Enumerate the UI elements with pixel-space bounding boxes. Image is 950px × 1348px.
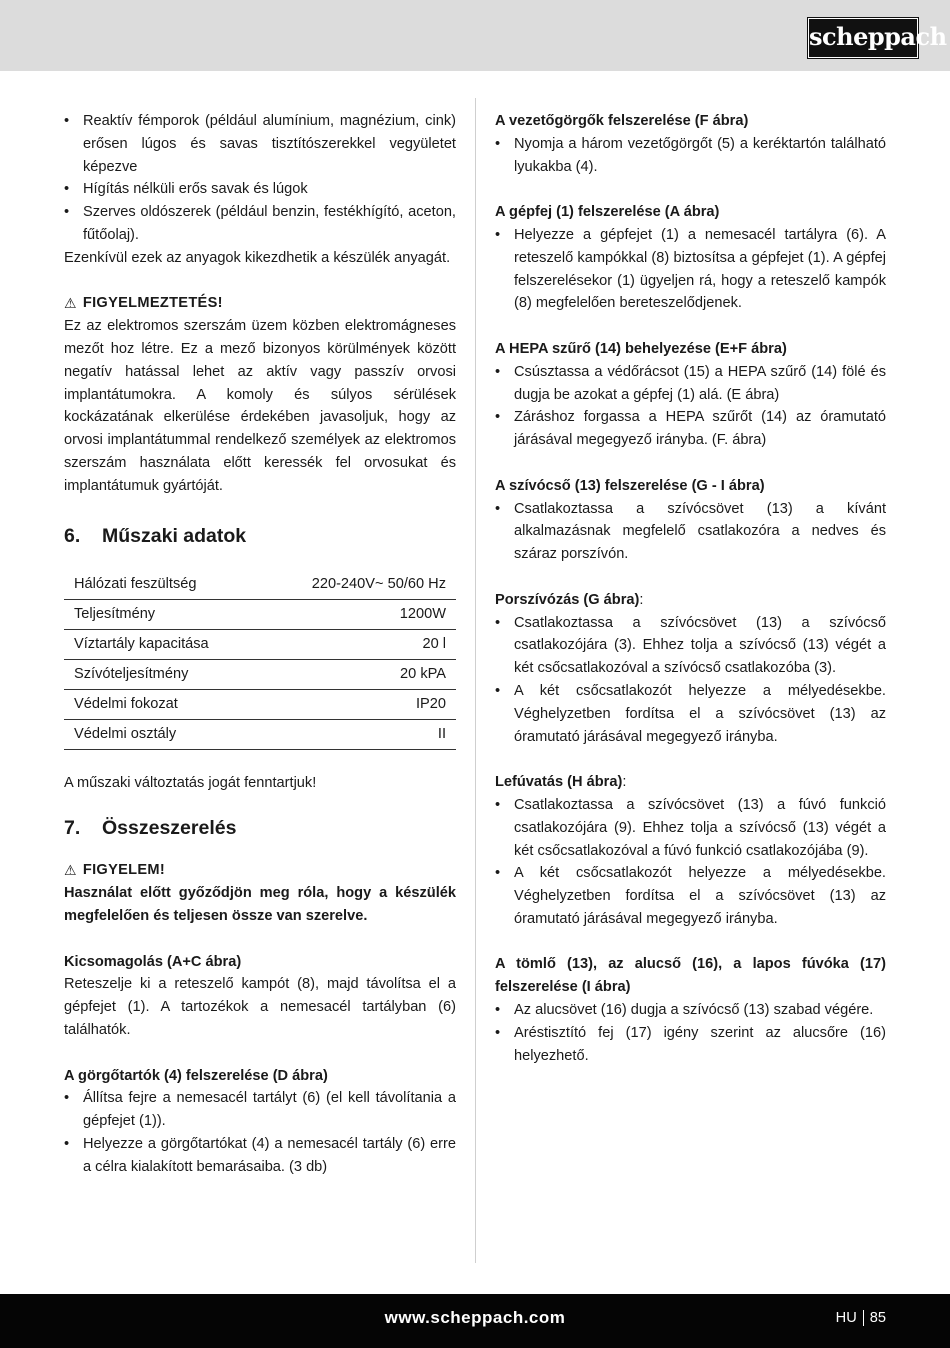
warning-triangle-icon: ⚠ [64, 862, 77, 879]
spec-label: Hálózati feszültség [64, 570, 260, 600]
warning-triangle-icon: ⚠ [64, 295, 77, 312]
spec-label: Víztartály kapacitása [64, 629, 260, 659]
subsection-title: Porszívózás (G ábra) [495, 591, 640, 608]
section-heading [64, 814, 456, 842]
subsection-title: Kicsomagolás (A+C ábra) [64, 953, 242, 970]
warning-title: FIGYELEM! [82, 862, 166, 879]
intro-paragraph: Ezenkívül ezek az anyagok kikezdhetik a készülék anyagát. [64, 249, 451, 266]
section-title: Összeszerelés [102, 817, 237, 840]
warning-heading [64, 292, 456, 315]
spec-label: Szívóteljesítmény [64, 659, 260, 689]
list-item: • Hígítás nélküli erős savak és lúgok [64, 178, 456, 201]
section-number: 7. [64, 817, 81, 840]
spec-label: Védelmi fokozat [64, 689, 260, 719]
bullet-list [495, 794, 886, 931]
list-item: • Helyezze a gépfejet (1) a nemesacél tartályra (6). A reteszelő kampókkal (8) biztosítsa a gépfejet (1). A gépfej felszerelésekor (1) ügyeljen rá, hogy a reteszelő kampók (8) megfelelően bereteszelődjenek. [495, 224, 886, 315]
warning-text: Használat előtt győződjön meg róla, hogy a készülék megfelelően és teljesen össze van szerelve. [64, 885, 456, 924]
section-heading [64, 522, 456, 550]
title-suffix: : [639, 591, 644, 608]
header-bar [0, 0, 950, 71]
section-number: 6. [64, 524, 81, 547]
list-item: • Aréstisztító fej (17) igény szerint az alucsőre (16) helyezhető. [495, 1022, 886, 1068]
bullet-list [495, 361, 886, 452]
spec-value: II [260, 719, 456, 749]
bullet-list [495, 224, 886, 315]
page-number: 85 [869, 1310, 886, 1326]
list-item: • Nyomja a három vezetőgörgőt (5) a keréktartón található lyukakba (4). [495, 133, 886, 179]
section-title: Műszaki adatok [102, 524, 247, 547]
intro-list [64, 110, 456, 247]
subsection-title-line [495, 771, 886, 794]
bullet-list [495, 133, 886, 179]
warning-heading [64, 859, 456, 882]
table-row [64, 629, 456, 659]
subsection-title: A szívócső (13) felszerelése (G - I ábra) [495, 477, 765, 494]
title-suffix: : [622, 774, 627, 791]
list-item: • Csatlakoztassa a szívócsövet (13) a kívánt alkalmazásnak megfelelő csatlakozóra a nedves és száraz porszívón. [495, 498, 886, 566]
subsection-title: A vezetőgörgők felszerelése (F ábra) [495, 113, 749, 129]
casters-list [64, 1087, 456, 1178]
spec-label: Teljesítmény [64, 599, 260, 629]
left-column [64, 110, 456, 1179]
table-row [64, 659, 456, 689]
right-column [495, 110, 886, 1067]
spec-value: 20 l [260, 629, 456, 659]
page-indicator [836, 1310, 886, 1326]
subsection-text: Reteszelje ki a reteszelő kampót (8), majd távolítsa el a gépfejet (1). A tartozékok a nemesacél tartályban (6) találhatók. [64, 976, 456, 1038]
subsection-title: A tömlő (13), az alucső (16), a lapos fúvóka (17) felszerelése (I ábra) [495, 956, 886, 996]
list-item: • Csúsztassa a védőrácsot (15) a HEPA szűrő (14) fölé és dugja be azokat a gépfej (1) alá. (E ábra) [495, 361, 886, 407]
subsection-title: A gépfej (1) felszerelése (A ábra) [495, 204, 720, 221]
column-divider [475, 98, 476, 1263]
separator [863, 1310, 864, 1326]
warning-title: FIGYELMEZTETÉS! [82, 295, 223, 312]
table-row [64, 570, 456, 600]
warning-text: Ez az elektromos szerszám üzem közben elektromágneses mezőt hoz létre. Ez a mező bizonyos körülmények között negatív hatással lehet az aktív vagy passzív orvosi implantátumokra. A komoly és súlyos sérülések kockázatának elkerülése érdekében javasoljuk, hogy az orvosi implantátummal rendelkező személyek az elektromos szerszám használata előtt keressék fel orvosukat és implantátumuk gyártóját. [64, 318, 456, 494]
subsection-title: A görgőtartók (4) felszerelése (D ábra) [64, 1067, 328, 1084]
spec-value: 220-240V~ 50/60 Hz [260, 570, 456, 600]
brand-logo: scheppach [808, 18, 918, 58]
footer-bar [0, 1294, 950, 1348]
language-code: HU [835, 1310, 857, 1326]
table-row [64, 689, 456, 719]
subsection-title: Lefúvatás (H ábra) [495, 774, 623, 791]
website-url: www.scheppach.com [384, 1308, 566, 1327]
list-item: • Csatlakoztassa a szívócsövet (13) a fúvó funkció csatlakozójára (9). Ehhez tolja a szívócső (13) végét a két csőcsatlakozóval a fúvó funkció csatlakozójába (9). [495, 794, 886, 862]
bullet-list [495, 612, 886, 749]
list-item: • Az alucsövet (16) dugja a szívócső (13) szabad végére. [495, 999, 886, 1022]
list-item: • Reaktív fémporok (például alumínium, magnézium, cink) erősen lúgos és savas tisztítószerekkel vegyületet képezve [64, 110, 456, 178]
table-row [64, 719, 456, 749]
specs-note: A műszaki változtatás jogát fenntartjuk! [64, 774, 317, 791]
list-item: • Állítsa fejre a nemesacél tartályt (6) (el kell távolítania a gépfejet (1)). [64, 1087, 456, 1133]
bullet-list [495, 999, 886, 1067]
list-item: • Csatlakoztassa a szívócsövet (13) a szívócső csatlakozójára (3). Ehhez tolja a szívócső (13) végét a két csőcsatlakozóval a szívócső csatlakozóba (3). [495, 612, 886, 680]
list-item: • Záráshoz forgassa a HEPA szűrőt (14) az óramutató járásával megegyező irányba. (F. ábra) [495, 406, 886, 452]
list-item: • Helyezze a görgőtartókat (4) a nemesacél tartály (6) erre a célra kialakított bemarásaiba. (3 db) [64, 1133, 456, 1179]
bullet-list [495, 498, 886, 566]
spec-value: 1200W [260, 599, 456, 629]
list-item: • Szerves oldószerek (például benzin, festékhígító, aceton, fűtőolaj). [64, 201, 456, 247]
spec-value: 20 kPA [260, 659, 456, 689]
spec-label: Védelmi osztály [64, 719, 260, 749]
specs-table [64, 570, 456, 750]
list-item: • A két csőcsatlakozót helyezze a mélyedésekbe. Véghelyzetben fordítsa el a szívócsövet (13) az óramutató járásával megegyező irányba. [495, 862, 886, 930]
subsection-title-line [495, 589, 886, 612]
table-row [64, 599, 456, 629]
subsection-title: A HEPA szűrő (14) behelyezése (E+F ábra) [495, 340, 787, 357]
spec-value: IP20 [260, 689, 456, 719]
list-item: • A két csőcsatlakozót helyezze a mélyedésekbe. Véghelyzetben fordítsa el a szívócsövet (13) az óramutató járásával megegyező irányba. [495, 680, 886, 748]
